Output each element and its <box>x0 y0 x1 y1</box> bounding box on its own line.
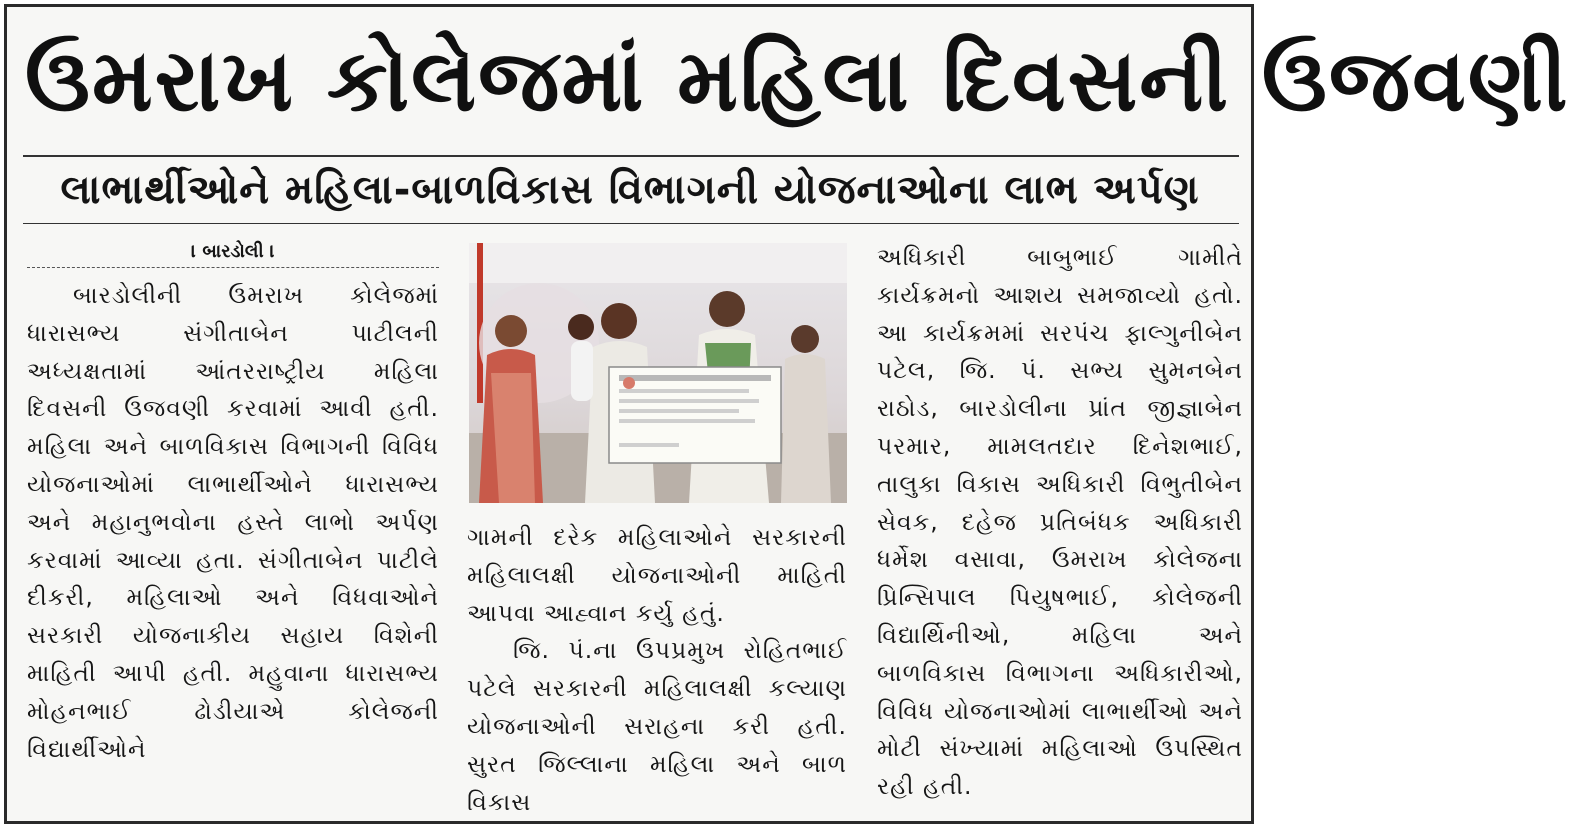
subheadline-rule <box>23 223 1239 224</box>
column-2-paragraph-1: ગામની દરેક મહિલાઓને સરકારની મહિલાલક્ષી યોજનાઓની માહિતી આપવા આહ્વાન કર્યુ હતું. <box>467 523 847 627</box>
dateline: । બારડોલી । <box>191 241 275 262</box>
headline: ઉમરાખ કોલેજમાં મહિલા દિવસની ઉજવણી <box>25 31 1569 131</box>
dateline-rule <box>27 267 439 268</box>
column-3-text: અધિકારી બાબુભાઈ ગામીતે કાર્યક્રમનો આશય સમજાવ્યો હતો. આ કાર્યક્રમમાં સરપંચ ફાલ્ગુનીબેન પટેલ, જિ. પં. સભ્ય સુમનબેન રાઠોડ, બારડોલીના પ્રાંત જીજ્ઞાબેન પરમાર, મામલતદાર દિનેશભાઈ, તાલુકા વિકાસ અધિકારી વિભુતીબેન સેવક, દહેજ પ્રતિબંધક અધિકારી ધર્મેશ વસાવા, ઉમરાખ કોલેજના પ્રિન્સિપાલ પિયુષભાઈ, કોલેજની વિદ્યાર્થિનીઓ, મહિલા અને બાળવિકાસ વિભાગના અધિકારીઓ, વિવિધ યોજનાઓમાં લાભાર્થીઓ અને મોટી સંખ્યામાં મહિલાઓ ઉપસ્થિત રહી હતી. <box>877 243 1243 801</box>
column-1-text: બારડોલીની ઉમરાખ કોલેજમાં ધારાસભ્ય સંગીતાબેન પાટીલની અધ્યક્ષતામાં આંતરરાષ્ટ્રીય મહિલા દિવસની ઉજવણી કરવામાં આવી હતી. મહિલા અને બાળવિકાસ વિભાગની વિવિધ યોજનાઓમાં લાભાર્થીઓને ધારાસભ્ય અને મહાનુભવોના હસ્તે લાભો અર્પણ કરવામાં આવ્યા હતા. સંગીતાબેન પાટીલે દીકરી, મહિલાઓ અને વિધવાઓને સરકારી યોજનાકીય સહાય વિશેની માહિતી આપી હતી. મહુવાના ધારાસભ્ય મોહનભાઈ ઢોડીયાએ કોલેજની વિદ્યાર્થીઓને <box>27 281 439 763</box>
event-photo-illustration <box>469 243 847 503</box>
column-2-paragraph-2: જિ. પં.ના ઉપપ્રમુખ રોહિતભાઈ પટેલે સરકારની મહિલાલક્ષી કલ્યાણ યોજનાઓની સરાહના કરી હતી. સુરત જિલ્લાના મહિલા અને બાળ વિકાસ <box>467 636 847 816</box>
event-photo <box>469 243 847 503</box>
headline-rule <box>23 155 1239 157</box>
article-column-1 <box>27 277 439 817</box>
article-column-3 <box>877 239 1243 819</box>
subheadline: લાભાર્થીઓને મહિલા-બાળવિકાસ વિભાગની યોજનાઓના લાભ અર્પણ <box>60 167 1200 213</box>
newspaper-clipping <box>4 4 1569 824</box>
article-column-2 <box>467 519 847 819</box>
